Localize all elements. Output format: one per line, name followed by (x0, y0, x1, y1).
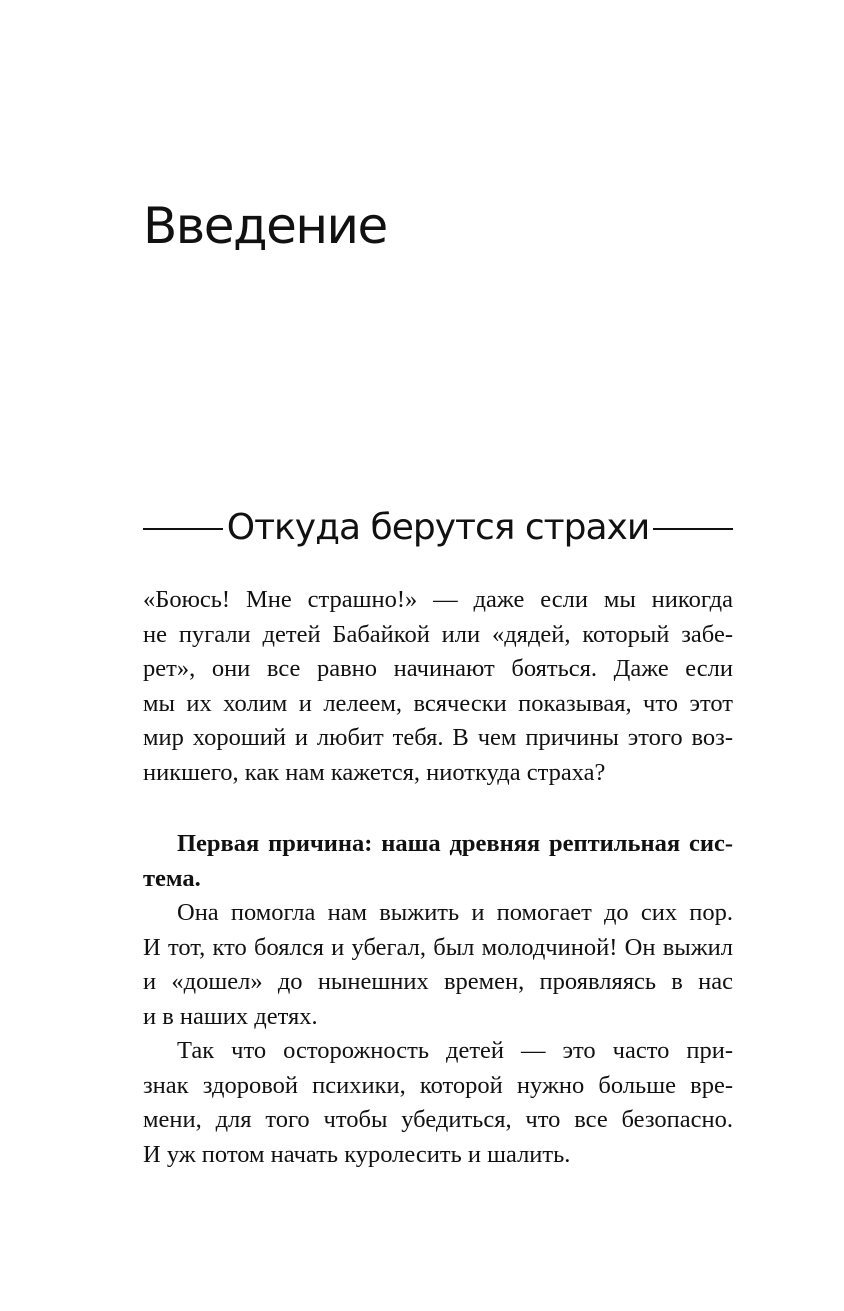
text-line: тема. (143, 864, 201, 892)
text-line: мир хороший и любит тебя. В чем причины этого воз- (143, 724, 733, 751)
text-line: мени, для того чтобы убедиться, что все безопасно. (143, 1106, 733, 1133)
text-line: «Боюсь! Мне страшно!» — даже если мы никогда (143, 586, 733, 613)
text-line: мы их холим и лелеем, всячески показывая, что этот (143, 689, 733, 717)
text-line: Так что осторожность детей — это часто при- (177, 1037, 733, 1064)
text-line: рет», они все равно начинают бояться. Даже если (143, 655, 733, 682)
text-line: И тот, кто боялся и убегал, был молодчиной! Он выжил (143, 933, 733, 961)
paragraph-caution (143, 1034, 733, 1172)
text-line: И уж потом начать куролесить и шалить. (143, 1140, 571, 1168)
section-heading (143, 500, 733, 554)
text-line: никшего, как нам кажется, ниоткуда страха? (143, 758, 606, 786)
paragraph-first-reason-heading (143, 827, 733, 896)
heading-rule-left (143, 528, 223, 530)
text-line: Первая причина: наша древняя рептильная сис- (177, 830, 733, 857)
paragraph-intro (143, 583, 733, 790)
paragraph-survival (143, 896, 733, 1034)
section-heading-text: Откуда берутся страхи (226, 506, 650, 548)
chapter-title: Введение (143, 197, 387, 255)
text-line: знак здоровой психики, которой нужно больше вре- (143, 1071, 733, 1099)
heading-rule-right (653, 528, 733, 530)
text-line: и «дошел» до нынешних времен, проявляясь в нас (143, 968, 733, 995)
text-line: Она помогла нам выжить и помогает до сих пор. (177, 899, 733, 926)
text-line: и в наших детях. (143, 1002, 318, 1030)
text-line: не пугали детей Бабайкой или «дядей, который забе- (143, 620, 733, 648)
